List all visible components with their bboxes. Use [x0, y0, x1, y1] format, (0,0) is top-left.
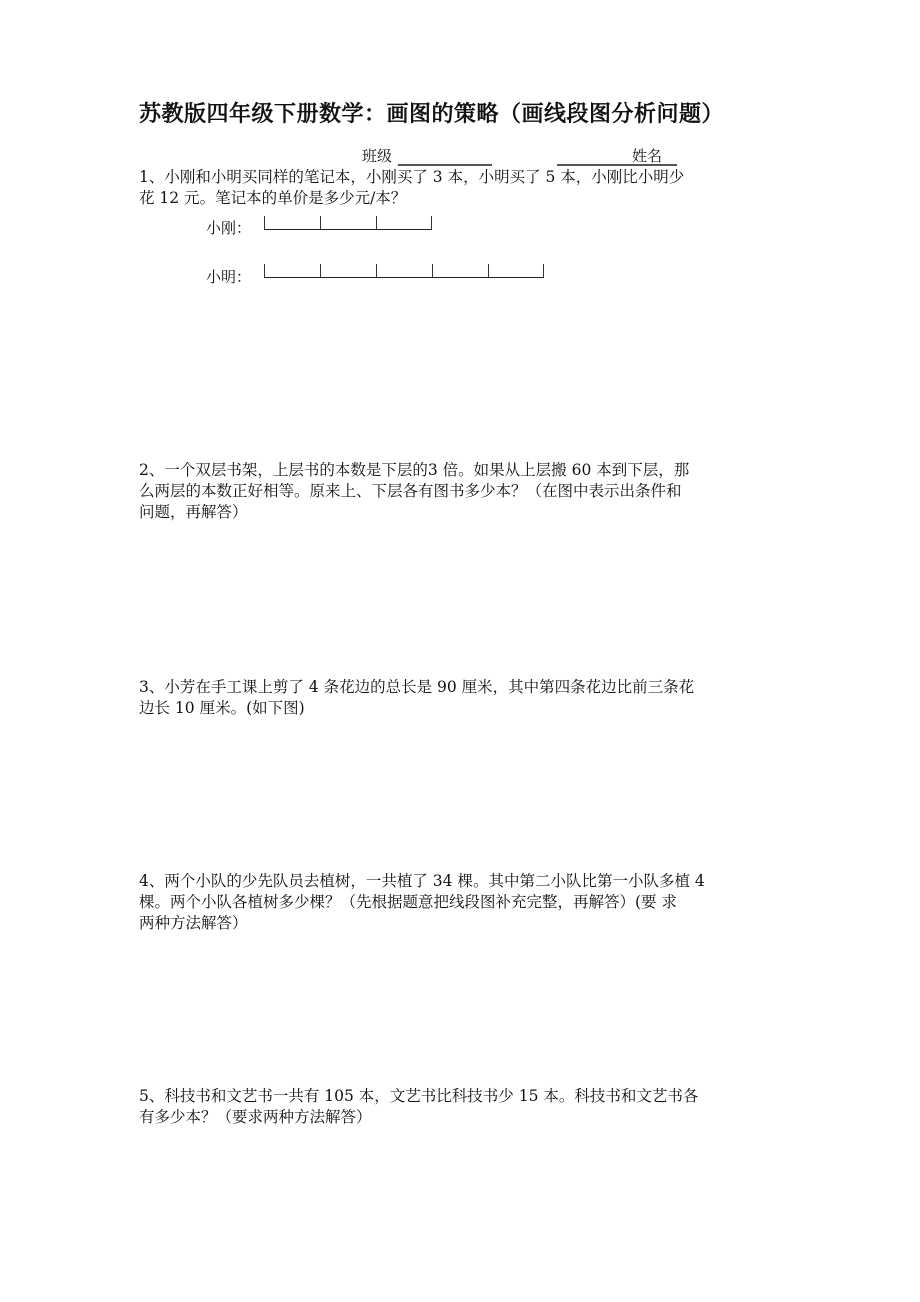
- diagram-label-xiaoming: 小明：: [206, 268, 252, 286]
- question-text-line: 问题，再解答）: [139, 503, 248, 521]
- segment-bar-xiaogang: [264, 216, 432, 230]
- question-text-line: 花 12 元。笔记本的单价是多少元/本？: [139, 189, 407, 207]
- question-1: [139, 167, 799, 209]
- segment-tick: [320, 216, 321, 230]
- segment-tick: [264, 264, 265, 278]
- class-blank-line[interactable]: [398, 164, 492, 166]
- question-text-line: 两种方法解答）: [139, 914, 248, 932]
- question-text-line: 么两层的本数正好相等。原来上、下层各有图书多少本？（在图中表示出条件和: [139, 482, 682, 500]
- question-text-line: 3、小芳在手工课上剪了 4 条花边的总长是 90 厘米，其中第四条花边比前三条花: [139, 678, 695, 696]
- question-text-line: 2、一个双层书架，上层书的本数是下层的3 倍。如果从上层搬 60 本到下层，那: [139, 461, 690, 479]
- question-3: [139, 677, 799, 719]
- segment-tick: [376, 264, 377, 278]
- segment-tick: [543, 264, 544, 278]
- diagram-label-xiaogang: 小刚：: [206, 219, 252, 237]
- question-text-line: 4、两个小队的少先队员去植树，一共植了 34 棵。其中第二小队比第一小队多植 4: [139, 872, 705, 890]
- question-text-line: 1、小刚和小明买同样的笔记本，小刚买了 3 本，小明买了 5 本，小刚比小明少: [139, 168, 685, 186]
- segment-tick: [488, 264, 489, 278]
- worksheet-title: 苏教版四年级下册数学：画图的策略（画线段图分析问题）: [139, 102, 725, 127]
- segment-tick: [264, 216, 265, 230]
- segment-tick: [432, 264, 433, 278]
- question-5: [139, 1086, 799, 1128]
- question-text-line: 有多少本？（要求两种方法解答）: [139, 1108, 372, 1126]
- student-info-row: [0, 145, 920, 167]
- name-label: 姓名: [632, 147, 663, 165]
- segment-tick: [431, 216, 432, 230]
- segment-tick: [320, 264, 321, 278]
- question-text-line: 棵。两个小队各植树多少棵？（先根据题意把线段图补充完整，再解答）(要 求: [139, 893, 677, 911]
- segment-baseline: [264, 277, 544, 278]
- segment-tick: [376, 216, 377, 230]
- segment-baseline: [264, 229, 432, 230]
- question-4: [139, 871, 799, 934]
- class-label: 班级: [362, 147, 393, 165]
- segment-bar-xiaoming: [264, 264, 544, 278]
- question-2: [139, 460, 799, 523]
- question-text-line: 边长 10 厘米。(如下图): [139, 699, 305, 717]
- question-text-line: 5、科技书和文艺书一共有 105 本，文艺书比科技书少 15 本。科技书和文艺书各: [139, 1087, 699, 1105]
